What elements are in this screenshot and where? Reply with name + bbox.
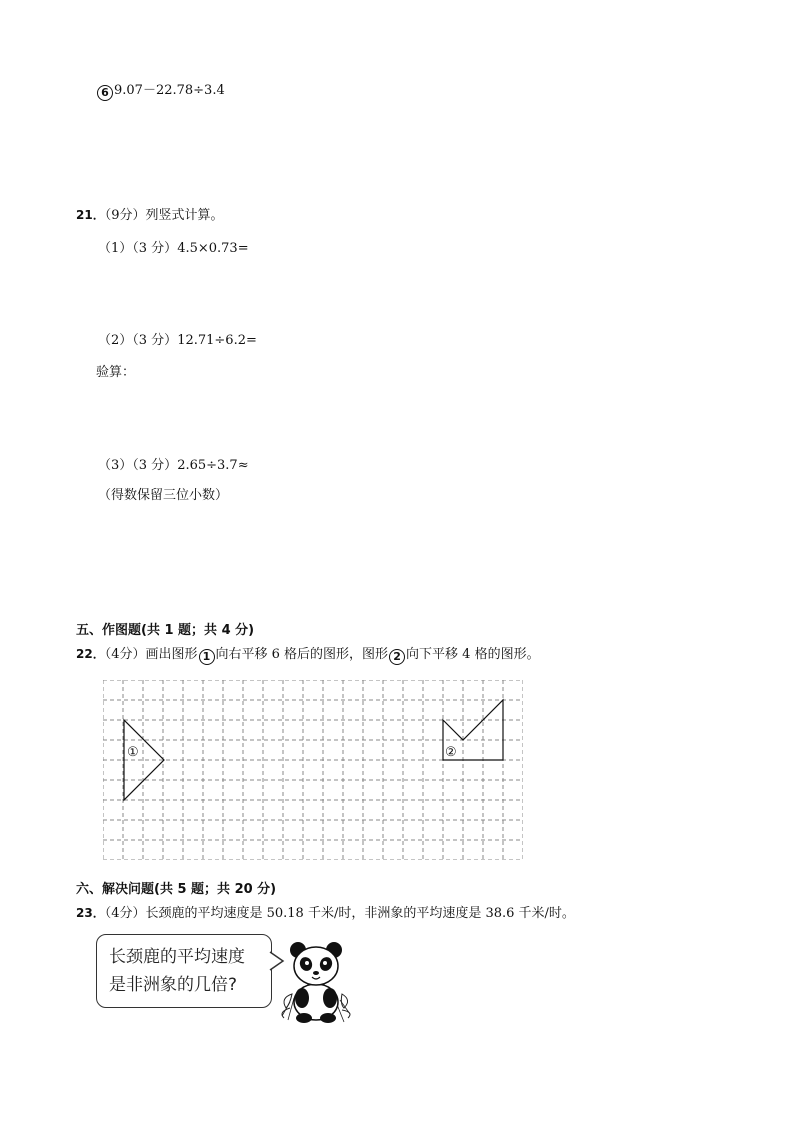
shape-1-label: ① — [127, 745, 139, 760]
question-22-text-a: 画出图形 — [145, 647, 198, 662]
part-2-expression: 12.71÷6.2= — [177, 333, 257, 348]
part-2-label: （2）（3 分） — [98, 333, 178, 348]
question-23-body: 长颈鹿的平均速度是 50.18 千米/时，非洲象的平均速度是 38.6 千米/时。 — [145, 906, 575, 921]
drawing-grid — [103, 680, 523, 860]
question-21-points: （9分） — [104, 208, 146, 223]
question-23-points: （4分） — [104, 906, 146, 921]
question-21-header — [76, 206, 224, 225]
question-23-text — [76, 904, 575, 923]
part-1-expression: 4.5×0.73= — [177, 241, 249, 256]
circled-number-1: 1 — [199, 649, 215, 665]
part-3-label: （3）（3 分） — [98, 458, 178, 473]
question-22-points: （4分） — [104, 647, 146, 662]
circled-number-2: 2 — [389, 649, 405, 665]
bubble-line-2: 是非洲象的几倍? — [109, 975, 238, 995]
circled-number-6: 6 — [97, 85, 113, 101]
part-1-label: （1）（3 分） — [98, 241, 178, 256]
grid-svg — [103, 680, 523, 860]
section-5-title: 五、作图题(共 1 题；共 4 分) — [76, 623, 255, 638]
question-22-text — [76, 645, 540, 665]
bubble-line-1: 长颈鹿的平均速度 — [109, 947, 245, 967]
check-label: 验算： — [96, 365, 136, 380]
grid-lines — [103, 680, 523, 860]
item-6-expression: 9.07－22.78÷3.4 — [114, 83, 225, 98]
question-22-number: 22． — [76, 647, 105, 661]
speech-bubble — [96, 934, 272, 1008]
question-21-part-1 — [98, 240, 249, 258]
panda-icon — [278, 938, 354, 1026]
question-21-instruction: 列竖式计算。 — [145, 208, 224, 223]
shape-2-label: ② — [445, 745, 457, 760]
shape-1-triangle — [124, 720, 164, 800]
question-22-text-b: 向右平移 6 格后的图形，图形 — [215, 647, 389, 662]
question-21-number: 21． — [76, 208, 105, 222]
question-21-part-3 — [98, 457, 249, 475]
question-23-number: 23． — [76, 906, 105, 920]
round-note: （得数保留三位小数） — [98, 488, 229, 503]
item-6 — [96, 82, 225, 101]
part-3-expression: 2.65÷3.7≈ — [177, 458, 249, 473]
question-22-text-c: 向下平移 4 格的图形。 — [406, 647, 540, 662]
question-21-part-2 — [98, 332, 257, 350]
section-6-title: 六、解决问题(共 5 题；共 20 分) — [76, 882, 277, 897]
